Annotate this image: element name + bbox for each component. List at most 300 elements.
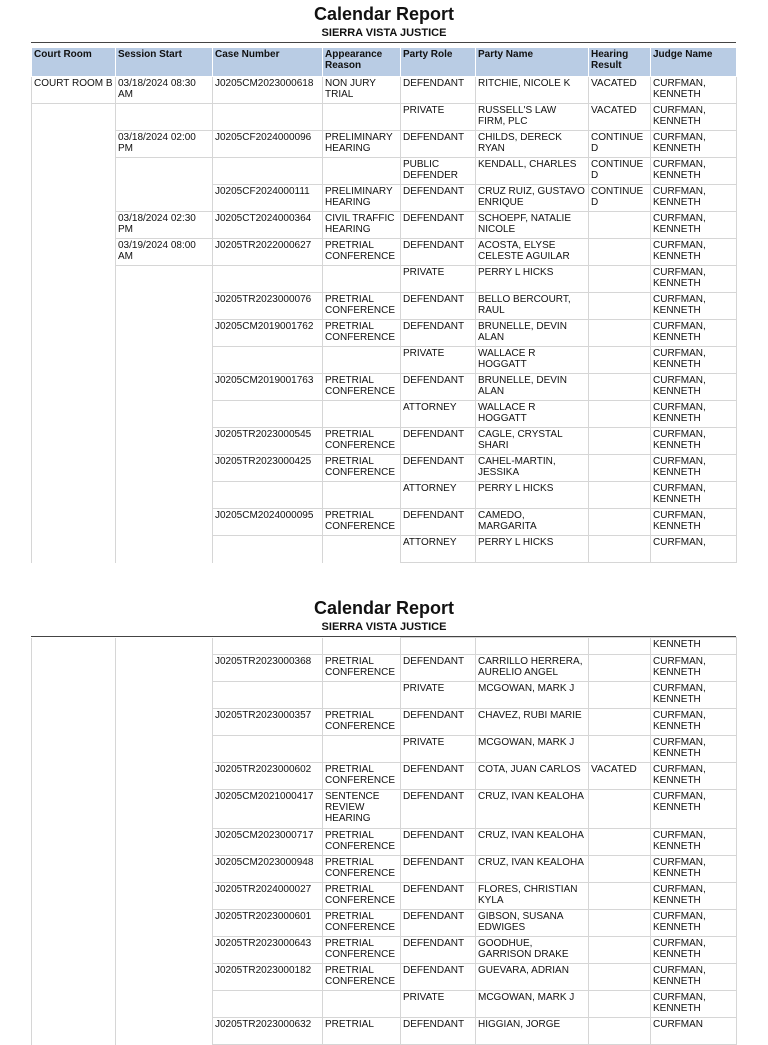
- cell-appearance-reason: PRETRIAL CONFERENCE: [323, 763, 401, 790]
- cell-party-role: [401, 638, 476, 655]
- table-row: [32, 829, 737, 856]
- cell-party-role: DEFENDANT: [401, 937, 476, 964]
- cell-judge-name: CURFMAN, KENNETH: [651, 964, 737, 991]
- cell-judge-name: CURFMAN, KENNETH: [651, 482, 737, 509]
- cell-court-room: [32, 790, 116, 829]
- cell-hearing-result: [589, 266, 651, 293]
- cell-court-room: [32, 293, 116, 320]
- cell-party-name: MCGOWAN, MARK J: [476, 736, 589, 763]
- cell-judge-name: CURFMAN, KENNETH: [651, 212, 737, 239]
- column-header-case-number: Case Number: [213, 48, 323, 77]
- cell-case-number: J0205CF2024000096: [213, 131, 323, 158]
- cell-case-number: J0205CM2021000417: [213, 790, 323, 829]
- cell-appearance-reason: PRETRIAL CONFERENCE: [323, 829, 401, 856]
- cell-session-start: 03/18/2024 02:30 PM: [116, 212, 213, 239]
- cell-party-role: ATTORNEY: [401, 536, 476, 563]
- cell-party-name: GIBSON, SUSANA EDWIGES: [476, 910, 589, 937]
- cell-judge-name: CURFMAN, KENNETH: [651, 131, 737, 158]
- cell-judge-name: CURFMAN: [651, 1018, 737, 1045]
- cell-party-name: HIGGIAN, JORGE: [476, 1018, 589, 1045]
- cell-judge-name: CURFMAN, KENNETH: [651, 709, 737, 736]
- cell-case-number: J0205TR2023000545: [213, 428, 323, 455]
- cell-party-role: DEFENDANT: [401, 293, 476, 320]
- cell-party-name: COTA, JUAN CARLOS: [476, 763, 589, 790]
- cell-party-name: CHAVEZ, RUBI MARIE: [476, 709, 589, 736]
- cell-judge-name: CURFMAN, KENNETH: [651, 374, 737, 401]
- cell-hearing-result: [589, 482, 651, 509]
- cell-session-start: [116, 736, 213, 763]
- cell-hearing-result: VACATED: [589, 763, 651, 790]
- cell-appearance-reason: PRETRIAL CONFERENCE: [323, 509, 401, 536]
- cell-court-room: [32, 428, 116, 455]
- cell-judge-name: CURFMAN,: [651, 536, 737, 563]
- cell-judge-name: CURFMAN, KENNETH: [651, 763, 737, 790]
- cell-hearing-result: VACATED: [589, 77, 651, 104]
- cell-judge-name: CURFMAN, KENNETH: [651, 266, 737, 293]
- cell-party-name: BELLO BERCOURT, RAUL: [476, 293, 589, 320]
- column-header-session-start: Session Start: [116, 48, 213, 77]
- cell-appearance-reason: PRETRIAL CONFERENCE: [323, 428, 401, 455]
- cell-session-start: 03/18/2024 08:30 AM: [116, 77, 213, 104]
- table-row: [32, 401, 737, 428]
- cell-case-number: [213, 482, 323, 509]
- table-row: [32, 266, 737, 293]
- page1-clip: [0, 47, 768, 549]
- cell-appearance-reason: PRELIMINARY HEARING: [323, 131, 401, 158]
- cell-appearance-reason: [323, 736, 401, 763]
- cell-court-room: [32, 736, 116, 763]
- cell-party-role: DEFENDANT: [401, 509, 476, 536]
- table-row: [32, 682, 737, 709]
- cell-case-number: J0205CM2023000618: [213, 77, 323, 104]
- cell-judge-name: CURFMAN, KENNETH: [651, 883, 737, 910]
- table-row: [32, 937, 737, 964]
- column-header-party-role: Party Role: [401, 48, 476, 77]
- cell-case-number: J0205TR2023000425: [213, 455, 323, 482]
- cell-hearing-result: [589, 212, 651, 239]
- cell-hearing-result: CONTINUED: [589, 185, 651, 212]
- cell-court-room: COURT ROOM B: [32, 77, 116, 104]
- cell-case-number: [213, 991, 323, 1018]
- cell-hearing-result: [589, 401, 651, 428]
- cell-session-start: [116, 856, 213, 883]
- cell-session-start: [116, 347, 213, 374]
- cell-judge-name: CURFMAN, KENNETH: [651, 347, 737, 374]
- cell-session-start: [116, 991, 213, 1018]
- table-row: [32, 428, 737, 455]
- cell-case-number: J0205TR2023000368: [213, 655, 323, 682]
- cell-party-name: GOODHUE, GARRISON DRAKE: [476, 937, 589, 964]
- cell-party-role: DEFENDANT: [401, 790, 476, 829]
- cell-court-room: [32, 374, 116, 401]
- cell-party-name: CAMEDO, MARGARITA: [476, 509, 589, 536]
- cell-session-start: 03/18/2024 02:00 PM: [116, 131, 213, 158]
- calendar-table: [31, 47, 737, 563]
- cell-hearing-result: [589, 239, 651, 266]
- cell-appearance-reason: PRETRIAL CONFERENCE: [323, 455, 401, 482]
- cell-appearance-reason: PRETRIAL CONFERENCE: [323, 709, 401, 736]
- cell-party-name: RUSSELL'S LAW FIRM, PLC: [476, 104, 589, 131]
- cell-judge-name: CURFMAN, KENNETH: [651, 320, 737, 347]
- cell-party-role: DEFENDANT: [401, 709, 476, 736]
- table-row: [32, 77, 737, 104]
- cell-case-number: J0205CM2019001763: [213, 374, 323, 401]
- cell-court-room: [32, 856, 116, 883]
- header-rule: [31, 42, 736, 43]
- cell-appearance-reason: NON JURY TRIAL: [323, 77, 401, 104]
- column-header-hearing-result: Hearing Result: [589, 48, 651, 77]
- cell-judge-name: CURFMAN, KENNETH: [651, 158, 737, 185]
- table-row: [32, 1018, 737, 1045]
- cell-appearance-reason: [323, 991, 401, 1018]
- cell-judge-name: CURFMAN, KENNETH: [651, 829, 737, 856]
- column-header-party-name: Party Name: [476, 48, 589, 77]
- cell-session-start: [116, 320, 213, 347]
- cell-court-room: [32, 212, 116, 239]
- cell-court-room: [32, 482, 116, 509]
- cell-case-number: J0205TR2023000182: [213, 964, 323, 991]
- cell-hearing-result: CONTINUED: [589, 158, 651, 185]
- cell-judge-name: CURFMAN, KENNETH: [651, 910, 737, 937]
- cell-party-role: DEFENDANT: [401, 910, 476, 937]
- cell-court-room: [32, 910, 116, 937]
- table-row: [32, 638, 737, 655]
- report-subtitle: SIERRA VISTA JUSTICE: [321, 27, 447, 39]
- cell-party-role: DEFENDANT: [401, 883, 476, 910]
- column-header-court-room: Court Room: [32, 48, 116, 77]
- cell-court-room: [32, 509, 116, 536]
- cell-appearance-reason: PRETRIAL CONFERENCE: [323, 239, 401, 266]
- cell-judge-name: CURFMAN, KENNETH: [651, 682, 737, 709]
- cell-case-number: [213, 104, 323, 131]
- cell-court-room: [32, 266, 116, 293]
- cell-court-room: [32, 131, 116, 158]
- column-header-appearance-reason: Appearance Reason: [323, 48, 401, 77]
- cell-case-number: J0205CT2024000364: [213, 212, 323, 239]
- cell-session-start: [116, 1018, 213, 1045]
- cell-hearing-result: [589, 536, 651, 563]
- cell-session-start: [116, 964, 213, 991]
- cell-session-start: [116, 401, 213, 428]
- cell-appearance-reason: PRETRIAL CONFERENCE: [323, 655, 401, 682]
- cell-appearance-reason: PRETRIAL CONFERENCE: [323, 856, 401, 883]
- table-row: [32, 185, 737, 212]
- cell-session-start: [116, 482, 213, 509]
- cell-party-role: DEFENDANT: [401, 185, 476, 212]
- cell-party-name: CRUZ, IVAN KEALOHA: [476, 856, 589, 883]
- cell-case-number: J0205TR2023000643: [213, 937, 323, 964]
- cell-appearance-reason: PRETRIAL CONFERENCE: [323, 293, 401, 320]
- cell-court-room: [32, 1018, 116, 1045]
- cell-judge-name: CURFMAN, KENNETH: [651, 509, 737, 536]
- table-row: [32, 212, 737, 239]
- cell-hearing-result: [589, 910, 651, 937]
- cell-hearing-result: [589, 293, 651, 320]
- cell-hearing-result: [589, 883, 651, 910]
- table-row: [32, 790, 737, 829]
- cell-appearance-reason: PRETRIAL CONFERENCE: [323, 374, 401, 401]
- cell-case-number: [213, 638, 323, 655]
- cell-session-start: [116, 293, 213, 320]
- cell-hearing-result: [589, 374, 651, 401]
- cell-session-start: [116, 185, 213, 212]
- cell-hearing-result: [589, 1018, 651, 1045]
- table-header-row: [32, 48, 737, 77]
- report-title: Calendar Report: [313, 4, 455, 24]
- cell-case-number: [213, 266, 323, 293]
- cell-party-name: MCGOWAN, MARK J: [476, 682, 589, 709]
- cell-hearing-result: [589, 790, 651, 829]
- cell-case-number: J0205CM2023000948: [213, 856, 323, 883]
- cell-case-number: [213, 536, 323, 563]
- cell-session-start: [116, 509, 213, 536]
- cell-appearance-reason: [323, 401, 401, 428]
- cell-hearing-result: [589, 991, 651, 1018]
- cell-party-name: CAHEL-MARTIN, JESSIKA: [476, 455, 589, 482]
- cell-session-start: [116, 682, 213, 709]
- cell-court-room: [32, 937, 116, 964]
- cell-appearance-reason: [323, 638, 401, 655]
- cell-hearing-result: [589, 736, 651, 763]
- cell-court-room: [32, 320, 116, 347]
- cell-hearing-result: [589, 638, 651, 655]
- cell-party-name: CHILDS, DERECK RYAN: [476, 131, 589, 158]
- cell-hearing-result: [589, 937, 651, 964]
- cell-party-name: PERRY L HICKS: [476, 482, 589, 509]
- table-row: [32, 883, 737, 910]
- cell-hearing-result: [589, 509, 651, 536]
- cell-session-start: [116, 790, 213, 829]
- cell-party-name: CARRILLO HERRERA, AURELIO ANGEL: [476, 655, 589, 682]
- calendar-table-continued: [31, 637, 737, 1045]
- cell-party-name: ACOSTA, ELYSE CELESTE AGUILAR: [476, 239, 589, 266]
- cell-party-role: DEFENDANT: [401, 1018, 476, 1045]
- cell-hearing-result: [589, 428, 651, 455]
- cell-hearing-result: [589, 655, 651, 682]
- cell-court-room: [32, 104, 116, 131]
- cell-judge-name: CURFMAN, KENNETH: [651, 104, 737, 131]
- cell-party-role: PRIVATE: [401, 266, 476, 293]
- cell-court-room: [32, 829, 116, 856]
- cell-court-room: [32, 991, 116, 1018]
- cell-appearance-reason: [323, 682, 401, 709]
- cell-party-role: DEFENDANT: [401, 212, 476, 239]
- cell-judge-name: CURFMAN, KENNETH: [651, 428, 737, 455]
- cell-session-start: [116, 763, 213, 790]
- cell-appearance-reason: [323, 536, 401, 563]
- cell-party-role: DEFENDANT: [401, 239, 476, 266]
- cell-party-role: DEFENDANT: [401, 455, 476, 482]
- cell-party-name: CRUZ, IVAN KEALOHA: [476, 790, 589, 829]
- cell-session-start: [116, 655, 213, 682]
- cell-hearing-result: [589, 829, 651, 856]
- table-row: [32, 104, 737, 131]
- cell-party-name: MCGOWAN, MARK J: [476, 991, 589, 1018]
- cell-court-room: [32, 239, 116, 266]
- table-row: [32, 239, 737, 266]
- table-row: [32, 158, 737, 185]
- table-row: [32, 374, 737, 401]
- cell-judge-name: CURFMAN, KENNETH: [651, 991, 737, 1018]
- cell-appearance-reason: PRETRIAL CONFERENCE: [323, 964, 401, 991]
- cell-hearing-result: [589, 709, 651, 736]
- table-row: [32, 736, 737, 763]
- report-title: Calendar Report: [313, 598, 455, 618]
- cell-court-room: [32, 709, 116, 736]
- cell-appearance-reason: [323, 104, 401, 131]
- cell-party-name: WALLACE R HOGGATT: [476, 347, 589, 374]
- cell-court-room: [32, 455, 116, 482]
- cell-case-number: J0205CM2024000095: [213, 509, 323, 536]
- cell-appearance-reason: CIVIL TRAFFIC HEARING: [323, 212, 401, 239]
- cell-appearance-reason: PRETRIAL: [323, 1018, 401, 1045]
- cell-session-start: [116, 428, 213, 455]
- table-row: [32, 509, 737, 536]
- cell-appearance-reason: PRETRIAL CONFERENCE: [323, 910, 401, 937]
- cell-session-start: [116, 104, 213, 131]
- cell-court-room: [32, 883, 116, 910]
- cell-court-room: [32, 185, 116, 212]
- cell-session-start: [116, 374, 213, 401]
- table-row: [32, 655, 737, 682]
- cell-judge-name: CURFMAN, KENNETH: [651, 736, 737, 763]
- cell-session-start: [116, 709, 213, 736]
- cell-hearing-result: [589, 455, 651, 482]
- cell-court-room: [32, 655, 116, 682]
- table-row: [32, 910, 737, 937]
- cell-party-role: PRIVATE: [401, 682, 476, 709]
- table-row: [32, 482, 737, 509]
- cell-party-role: ATTORNEY: [401, 482, 476, 509]
- cell-court-room: [32, 347, 116, 374]
- cell-judge-name: KENNETH: [651, 638, 737, 655]
- cell-appearance-reason: [323, 158, 401, 185]
- cell-party-role: DEFENDANT: [401, 829, 476, 856]
- cell-case-number: J0205TR2023000076: [213, 293, 323, 320]
- cell-party-name: KENDALL, CHARLES: [476, 158, 589, 185]
- cell-party-role: PRIVATE: [401, 736, 476, 763]
- table-row: [32, 964, 737, 991]
- table-row: [32, 347, 737, 374]
- column-header-judge-name: Judge Name: [651, 48, 737, 77]
- cell-session-start: [116, 883, 213, 910]
- cell-appearance-reason: PRETRIAL CONFERENCE: [323, 320, 401, 347]
- cell-party-role: DEFENDANT: [401, 964, 476, 991]
- table-row: [32, 991, 737, 1018]
- cell-appearance-reason: PRETRIAL CONFERENCE: [323, 937, 401, 964]
- cell-case-number: [213, 682, 323, 709]
- page2-clip: [0, 637, 768, 1030]
- cell-case-number: [213, 401, 323, 428]
- cell-case-number: J0205TR2024000027: [213, 883, 323, 910]
- cell-party-name: PERRY L HICKS: [476, 266, 589, 293]
- cell-hearing-result: [589, 347, 651, 374]
- cell-judge-name: CURFMAN, KENNETH: [651, 937, 737, 964]
- cell-session-start: [116, 638, 213, 655]
- cell-judge-name: CURFMAN, KENNETH: [651, 185, 737, 212]
- cell-session-start: [116, 937, 213, 964]
- table-row: [32, 536, 737, 563]
- cell-case-number: [213, 736, 323, 763]
- cell-appearance-reason: [323, 482, 401, 509]
- cell-party-role: PUBLIC DEFENDER: [401, 158, 476, 185]
- cell-court-room: [32, 158, 116, 185]
- cell-case-number: J0205CM2023000717: [213, 829, 323, 856]
- cell-party-role: DEFENDANT: [401, 428, 476, 455]
- cell-case-number: J0205TR2023000632: [213, 1018, 323, 1045]
- table-row: [32, 763, 737, 790]
- cell-hearing-result: CONTINUED: [589, 131, 651, 158]
- cell-court-room: [32, 401, 116, 428]
- cell-court-room: [32, 964, 116, 991]
- cell-party-name: CAGLE, CRYSTAL SHARI: [476, 428, 589, 455]
- cell-court-room: [32, 536, 116, 563]
- cell-party-role: DEFENDANT: [401, 131, 476, 158]
- cell-party-role: DEFENDANT: [401, 320, 476, 347]
- table-row: [32, 293, 737, 320]
- cell-case-number: J0205TR2022000627: [213, 239, 323, 266]
- cell-judge-name: CURFMAN, KENNETH: [651, 790, 737, 829]
- table-row: [32, 709, 737, 736]
- cell-session-start: [116, 829, 213, 856]
- cell-case-number: [213, 158, 323, 185]
- cell-hearing-result: VACATED: [589, 104, 651, 131]
- cell-appearance-reason: [323, 266, 401, 293]
- cell-party-name: FLORES, CHRISTIAN KYLA: [476, 883, 589, 910]
- cell-judge-name: CURFMAN, KENNETH: [651, 293, 737, 320]
- cell-party-role: DEFENDANT: [401, 374, 476, 401]
- cell-party-role: DEFENDANT: [401, 856, 476, 883]
- cell-judge-name: CURFMAN, KENNETH: [651, 455, 737, 482]
- cell-court-room: [32, 638, 116, 655]
- cell-appearance-reason: PRETRIAL CONFERENCE: [323, 883, 401, 910]
- cell-party-role: DEFENDANT: [401, 763, 476, 790]
- cell-session-start: 03/19/2024 08:00 AM: [116, 239, 213, 266]
- cell-judge-name: CURFMAN, KENNETH: [651, 401, 737, 428]
- report-subtitle: SIERRA VISTA JUSTICE: [321, 621, 447, 633]
- cell-appearance-reason: SENTENCE REVIEW HEARING: [323, 790, 401, 829]
- cell-appearance-reason: [323, 347, 401, 374]
- cell-session-start: [116, 455, 213, 482]
- cell-judge-name: CURFMAN, KENNETH: [651, 77, 737, 104]
- cell-party-name: WALLACE R HOGGATT: [476, 401, 589, 428]
- cell-party-name: [476, 638, 589, 655]
- cell-judge-name: CURFMAN, KENNETH: [651, 856, 737, 883]
- table-row: [32, 856, 737, 883]
- cell-case-number: [213, 347, 323, 374]
- cell-party-name: RITCHIE, NICOLE K: [476, 77, 589, 104]
- cell-session-start: [116, 266, 213, 293]
- table-row: [32, 320, 737, 347]
- cell-judge-name: CURFMAN, KENNETH: [651, 655, 737, 682]
- cell-hearing-result: [589, 320, 651, 347]
- cell-party-role: PRIVATE: [401, 991, 476, 1018]
- cell-case-number: J0205CF2024000111: [213, 185, 323, 212]
- cell-case-number: J0205CM2019001762: [213, 320, 323, 347]
- cell-party-name: CRUZ, IVAN KEALOHA: [476, 829, 589, 856]
- cell-session-start: [116, 158, 213, 185]
- cell-session-start: [116, 910, 213, 937]
- cell-hearing-result: [589, 682, 651, 709]
- cell-court-room: [32, 763, 116, 790]
- cell-case-number: J0205TR2023000357: [213, 709, 323, 736]
- table-row: [32, 455, 737, 482]
- cell-party-name: PERRY L HICKS: [476, 536, 589, 563]
- cell-party-name: SCHOEPF, NATALIE NICOLE: [476, 212, 589, 239]
- cell-session-start: [116, 536, 213, 563]
- cell-party-role: DEFENDANT: [401, 655, 476, 682]
- cell-party-name: GUEVARA, ADRIAN: [476, 964, 589, 991]
